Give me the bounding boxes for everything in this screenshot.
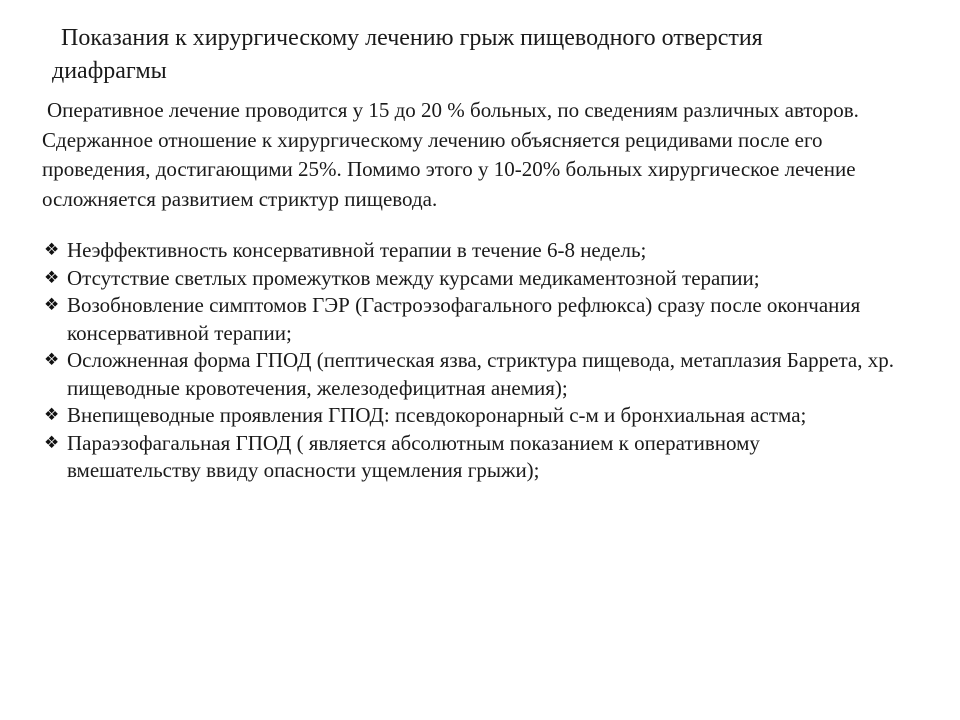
slide-title: [52, 22, 882, 88]
list-item: [44, 292, 894, 347]
slide-title-line-2: диафрагмы: [52, 58, 167, 84]
list-item: [44, 402, 894, 430]
intro-paragraph: Оперативное лечение проводится у 15 до 20 % больных, по сведениям различных авторов. Сдержанное отношение к хирургическому лечению объясняется рецидивами после его проведения, достигающими 25%. Помимо этого у 10-20% больных хирургическое лечение осложняется развитием стриктур пищевода.: [42, 98, 859, 211]
four-diamond-bullet-icon: ❖: [44, 405, 60, 425]
list-item-text: Отсутствие светлых промежутков между курсами медикаментозной терапии;: [67, 265, 760, 290]
four-diamond-bullet-icon: ❖: [44, 432, 60, 453]
list-item: [44, 430, 894, 485]
list-item-text: Возобновление симптомов ГЭР (Гастроэзофагального рефлюкса) сразу после окончания консервативной терапии;: [67, 293, 861, 345]
list-item-text: Внепищеводные проявления ГПОД: псевдокоронарный с-м и бронхиальная астма;: [67, 403, 807, 427]
list-item: [44, 265, 894, 293]
four-diamond-bullet-icon: ❖: [44, 350, 60, 370]
list-item: [44, 347, 894, 402]
four-diamond-bullet-icon: ❖: [44, 267, 60, 288]
list-item: [44, 237, 894, 265]
indications-list: [44, 237, 894, 485]
list-item-text: Осложненная форма ГПОД (пептическая язва, стриктура пищевода, метаплазия Баррета, хр. пищеводные кровотечения, железодефицитная анемия);: [67, 348, 894, 400]
slide-title-line-1: Показания к хирургическому лечению грыж пищеводного отверстия: [61, 25, 763, 51]
four-diamond-bullet-icon: ❖: [44, 240, 60, 260]
four-diamond-bullet-icon: ❖: [44, 295, 60, 315]
list-item-text: Параэзофагальная ГПОД ( является абсолютным показанием к оперативному вмешательству ввиду опасности ущемления грыжи);: [67, 430, 760, 482]
list-item-text: Неэффективность консервативной терапии в течение 6-8 недель;: [67, 238, 647, 262]
